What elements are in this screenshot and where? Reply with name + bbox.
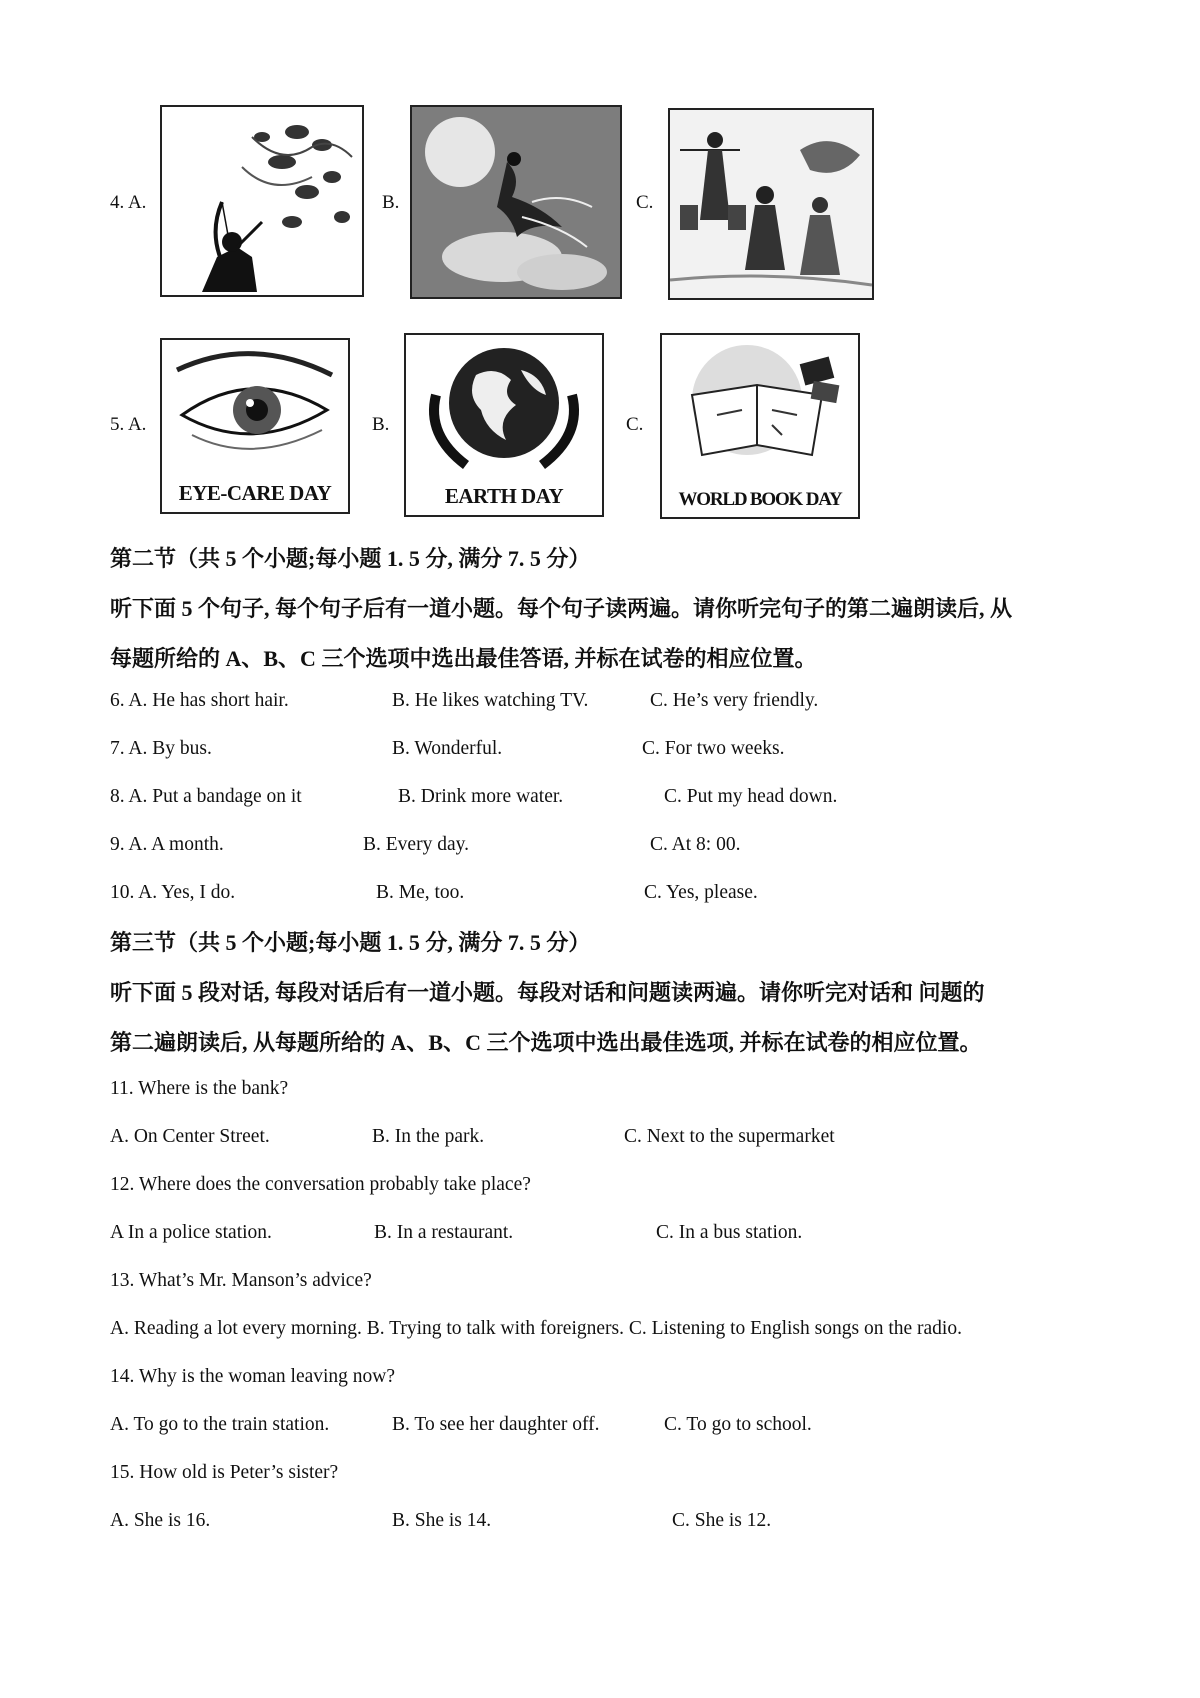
q11-option-a: A. On Center Street. [110, 1126, 270, 1147]
world-book-day-caption: WORLD BOOK DAY [678, 489, 842, 510]
q4-label: 4. A. [110, 192, 147, 213]
q12-option-a: A In a police station. [110, 1222, 272, 1243]
q14-question: 14. Why is the woman leaving now? [110, 1366, 396, 1387]
q11-option-b: B. In the park. [372, 1126, 485, 1147]
q8-option-c: C. Put my head down. [664, 786, 838, 807]
q15-option-c: C. She is 12. [672, 1510, 772, 1531]
moon-flying-lady-picture [412, 107, 620, 297]
q15-option-a: A. She is 16. [110, 1510, 211, 1531]
q15-option-b: B. She is 14. [392, 1510, 492, 1531]
q4-option-c-label: C. [636, 192, 654, 213]
section3-instruction-line2: 第二遍朗读后, 从每题所给的 A、B、C 三个选项中选出最佳选项, 并标在试卷的相应位置。 [110, 1030, 982, 1055]
q13-options-line: A. Reading a lot every morning. B. Trying to talk with foreigners. C. Listening to English songs on the radio. [110, 1318, 962, 1339]
q5-option-c-picture [660, 333, 860, 519]
archer-moon-picture [162, 107, 362, 295]
q5-option-b-label: B. [372, 414, 390, 435]
q10-option-c: C. Yes, please. [644, 882, 758, 903]
q4-option-a-picture [160, 105, 364, 297]
q5-option-b-picture [404, 333, 604, 517]
q4-option-b-label: B. [382, 192, 400, 213]
q5-option-c-label: C. [626, 414, 644, 435]
section3-title: 第三节（共 5 个小题;每小题 1. 5 分, 满分 7. 5 分） [110, 930, 591, 955]
q5-option-a-picture [160, 338, 350, 514]
q6-option-b: B. He likes watching TV. [392, 690, 589, 711]
section2-title: 第二节（共 5 个小题;每小题 1. 5 分, 满分 7. 5 分） [110, 546, 591, 571]
q4-option-c-picture [668, 108, 874, 300]
q4-option-b-picture [410, 105, 622, 299]
q14-option-b: B. To see her daughter off. [392, 1414, 600, 1435]
q15-question: 15. How old is Peter’s sister? [110, 1462, 339, 1483]
q14-option-c: C. To go to school. [664, 1414, 812, 1435]
q7-option-a: 7. A. By bus. [110, 738, 212, 759]
q9-option-c: C. At 8: 00. [650, 834, 741, 855]
q11-question: 11. Where is the bank? [110, 1078, 289, 1099]
q10-option-a: 10. A. Yes, I do. [110, 882, 236, 903]
village-festival-picture [670, 110, 872, 298]
q13-question: 13. What’s Mr. Manson’s advice? [110, 1270, 372, 1291]
q9-option-a: 9. A. A month. [110, 834, 224, 855]
q10-option-b: B. Me, too. [376, 882, 465, 903]
q12-option-b: B. In a restaurant. [374, 1222, 514, 1243]
eye-picture [162, 340, 348, 470]
q9-option-b: B. Every day. [363, 834, 469, 855]
q6-option-a: 6. A. He has short hair. [110, 690, 289, 711]
q11-option-c: C. Next to the supermarket [624, 1126, 835, 1147]
section3-instruction-line1: 听下面 5 段对话, 每段对话后有一道小题。每段对话和问题读两遍。请你听完对话和 问题的 [110, 980, 985, 1005]
q12-option-c: C. In a bus station. [656, 1222, 803, 1243]
eye-care-day-caption: EYE-CARE DAY [178, 481, 332, 505]
q7-option-b: B. Wonderful. [392, 738, 503, 759]
q7-option-c: C. For two weeks. [642, 738, 785, 759]
globe-leaves-picture [406, 335, 602, 475]
q12-question: 12. Where does the conversation probably take place? [110, 1174, 531, 1195]
section2-instruction-line2: 每题所给的 A、B、C 三个选项中选出最佳答语, 并标在试卷的相应位置。 [110, 646, 817, 671]
open-book-picture [662, 335, 858, 475]
q8-option-b: B. Drink more water. [398, 786, 564, 807]
q5-label: 5. A. [110, 414, 147, 435]
q6-option-c: C. He’s very friendly. [650, 690, 819, 711]
section2-instruction-line1: 听下面 5 个句子, 每个句子后有一道小题。每个句子读两遍。请你听完句子的第二遍朗读后, 从 [110, 596, 1013, 621]
earth-day-caption: EARTH DAY [444, 484, 564, 508]
q14-option-a: A. To go to the train station. [110, 1414, 330, 1435]
q8-option-a: 8. A. Put a bandage on it [110, 786, 302, 807]
